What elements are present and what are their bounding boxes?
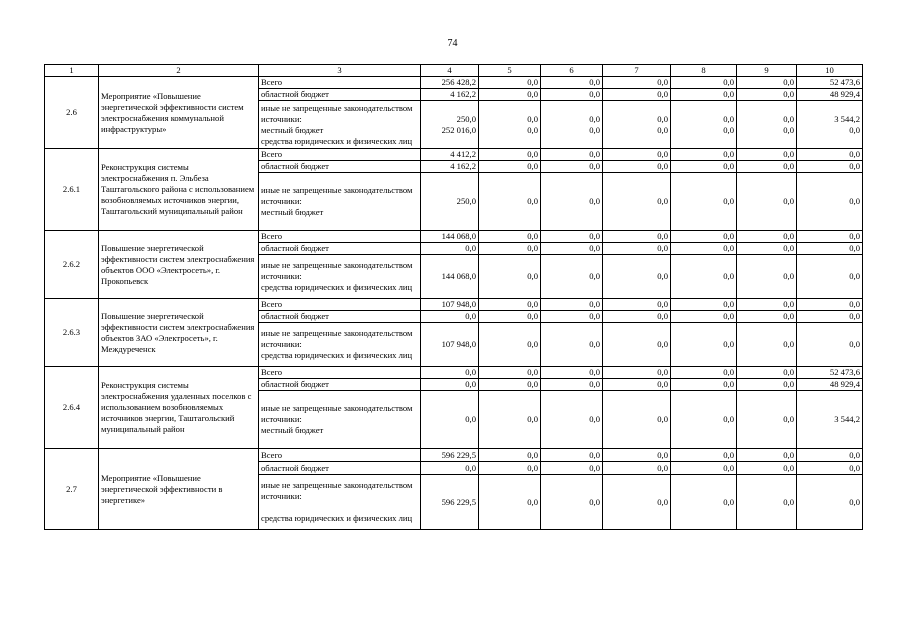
column-header: 4: [421, 65, 479, 77]
value-cell: 0,0: [603, 391, 671, 449]
value-cell: 0,0: [479, 391, 541, 449]
value-cell: 0,0: [541, 367, 603, 379]
value-cell: 0,0: [603, 367, 671, 379]
funding-source: иные не запрещенные законодательством источники: средства юридических и физических лиц: [259, 475, 421, 530]
value-cell: 0,0 0,0: [737, 101, 797, 149]
value-cell: 0,0: [541, 449, 603, 462]
value-cell: 4 162,2: [421, 89, 479, 101]
value-cell: 0,0: [603, 77, 671, 89]
value-cell: 0,0: [421, 391, 479, 449]
value-cell: 0,0: [797, 243, 863, 255]
value-cell: 0,0: [671, 255, 737, 299]
column-header: 8: [671, 65, 737, 77]
value-cell: 0,0: [797, 173, 863, 231]
value-cell: 144 068,0: [421, 255, 479, 299]
table-row: [45, 449, 863, 462]
value-cell: 596 229,5: [421, 475, 479, 530]
section-name: Повышение энергетической эффективности систем электроснабжения объектов ООО «Электросеть», г. Прокопьевск: [99, 231, 259, 299]
value-cell: 0,0: [603, 173, 671, 231]
value-cell: 250,0: [421, 173, 479, 231]
value-cell: 0,0 0,0: [479, 101, 541, 149]
value-cell: 0,0: [541, 475, 603, 530]
value-cell: 0,0: [737, 77, 797, 89]
value-cell: 0,0: [671, 299, 737, 311]
value-cell: 0,0: [671, 367, 737, 379]
value-cell: 0,0: [479, 299, 541, 311]
column-header: 7: [603, 65, 671, 77]
value-cell: 0,0: [671, 173, 737, 231]
column-header: 1: [45, 65, 99, 77]
value-cell: 0,0: [479, 367, 541, 379]
value-cell: 0,0: [479, 243, 541, 255]
table-row: [45, 231, 863, 243]
value-cell: 0,0: [541, 77, 603, 89]
value-cell: 0,0: [737, 475, 797, 530]
value-cell: 0,0: [479, 77, 541, 89]
section-code: 2.6.3: [45, 299, 99, 367]
funding-source: иные не запрещенные законодательством источники: средства юридических и физических лиц: [259, 255, 421, 299]
table-body: [45, 77, 863, 530]
value-cell: 0,0: [541, 161, 603, 173]
table-row: [45, 77, 863, 89]
section-code: 2.6.4: [45, 367, 99, 449]
funding-source: областной бюджет: [259, 161, 421, 173]
value-cell: 3 544,2: [797, 391, 863, 449]
value-cell: 0,0: [541, 323, 603, 367]
value-cell: 3 544,2 0,0: [797, 101, 863, 149]
value-cell: 4 162,2: [421, 161, 479, 173]
funding-source: иные не запрещенные законодательством источники: местный бюджет средства юридических и физических лиц: [259, 101, 421, 149]
value-cell: 0,0: [737, 391, 797, 449]
funding-source: иные не запрещенные законодательством источники: местный бюджет: [259, 173, 421, 231]
value-cell: 0,0: [737, 299, 797, 311]
value-cell: 0,0: [541, 311, 603, 323]
value-cell: 0,0: [479, 89, 541, 101]
table-row: [45, 149, 863, 161]
value-cell: 0,0: [603, 379, 671, 391]
value-cell: 0,0: [671, 243, 737, 255]
value-cell: 0,0: [479, 475, 541, 530]
value-cell: 0,0: [541, 243, 603, 255]
funding-source: областной бюджет: [259, 462, 421, 475]
funding-source: Всего: [259, 449, 421, 462]
value-cell: 0,0: [737, 255, 797, 299]
value-cell: 0,0: [797, 462, 863, 475]
value-cell: 0,0 0,0: [541, 101, 603, 149]
value-cell: 0,0: [479, 379, 541, 391]
value-cell: 0,0: [479, 231, 541, 243]
value-cell: 0,0: [797, 161, 863, 173]
value-cell: 0,0: [797, 231, 863, 243]
value-cell: 0,0: [737, 89, 797, 101]
value-cell: 0,0: [603, 149, 671, 161]
value-cell: 0,0: [541, 391, 603, 449]
value-cell: 0,0: [737, 367, 797, 379]
value-cell: 0,0: [797, 255, 863, 299]
value-cell: 0,0: [737, 449, 797, 462]
value-cell: 0,0: [479, 149, 541, 161]
section-code: 2.6: [45, 77, 99, 149]
header-row: [45, 65, 863, 77]
value-cell: 0,0: [737, 161, 797, 173]
value-cell: 0,0: [541, 231, 603, 243]
value-cell: 0,0: [479, 255, 541, 299]
funding-source: Всего: [259, 77, 421, 89]
budget-table: [44, 64, 863, 530]
value-cell: 0,0: [603, 462, 671, 475]
value-cell: 0,0: [797, 449, 863, 462]
value-cell: 0,0: [603, 255, 671, 299]
value-cell: 0,0: [603, 475, 671, 530]
section-code: 2.7: [45, 449, 99, 530]
value-cell: 0,0: [421, 462, 479, 475]
section-name: Реконструкция системы электроснабжения п. Эльбеза Таштагольского района с использованием возобновляемых источников энергии, Таштагольский муниципальный район: [99, 149, 259, 231]
table-row: [45, 299, 863, 311]
value-cell: 0,0: [671, 311, 737, 323]
value-cell: 0,0: [797, 311, 863, 323]
value-cell: 0,0: [671, 149, 737, 161]
column-header: 2: [99, 65, 259, 77]
value-cell: 0,0: [671, 449, 737, 462]
value-cell: 0,0: [603, 299, 671, 311]
value-cell: 0,0: [541, 149, 603, 161]
value-cell: 0,0: [671, 77, 737, 89]
value-cell: 0,0: [671, 161, 737, 173]
value-cell: 0,0: [797, 475, 863, 530]
value-cell: 0,0: [541, 173, 603, 231]
value-cell: 0,0: [737, 243, 797, 255]
value-cell: 0,0: [421, 243, 479, 255]
value-cell: 0,0: [541, 89, 603, 101]
value-cell: 0,0: [603, 89, 671, 101]
section-code: 2.6.1: [45, 149, 99, 231]
value-cell: 52 473,6: [797, 77, 863, 89]
value-cell: 0,0: [797, 149, 863, 161]
value-cell: 0,0: [737, 231, 797, 243]
value-cell: 0,0: [603, 323, 671, 367]
column-header: 9: [737, 65, 797, 77]
value-cell: 0,0: [671, 379, 737, 391]
page-number: 74: [447, 38, 458, 49]
funding-source: Всего: [259, 149, 421, 161]
value-cell: 0,0: [541, 379, 603, 391]
value-cell: 0,0: [479, 449, 541, 462]
value-cell: 0,0: [671, 462, 737, 475]
value-cell: 0,0: [671, 475, 737, 530]
value-cell: 250,0 252 016,0: [421, 101, 479, 149]
value-cell: 52 473,6: [797, 367, 863, 379]
value-cell: 0,0: [421, 379, 479, 391]
value-cell: 0,0: [603, 311, 671, 323]
value-cell: 0,0: [797, 323, 863, 367]
value-cell: 0,0: [479, 311, 541, 323]
value-cell: 0,0: [479, 462, 541, 475]
section-name: Реконструкция системы электроснабжения удаленных поселков с использованием возобновляемых источников энергии, Таштагольский муниципальный район: [99, 367, 259, 449]
value-cell: 0,0: [541, 299, 603, 311]
funding-source: областной бюджет: [259, 311, 421, 323]
value-cell: 0,0 0,0: [671, 101, 737, 149]
funding-source: иные не запрещенные законодательством источники: местный бюджет: [259, 391, 421, 449]
column-header: 6: [541, 65, 603, 77]
column-header: 5: [479, 65, 541, 77]
value-cell: 0,0: [737, 379, 797, 391]
value-cell: 107 948,0: [421, 323, 479, 367]
value-cell: 0,0: [541, 255, 603, 299]
value-cell: 0,0: [737, 311, 797, 323]
value-cell: 0,0: [737, 462, 797, 475]
value-cell: 0,0: [541, 462, 603, 475]
value-cell: 256 428,2: [421, 77, 479, 89]
value-cell: 0,0: [671, 323, 737, 367]
value-cell: 0,0: [603, 243, 671, 255]
value-cell: 0,0: [737, 149, 797, 161]
column-header: 10: [797, 65, 863, 77]
section-code: 2.6.2: [45, 231, 99, 299]
section-name: Мероприятие «Повышение энергетической эффективности систем электроснабжения коммунальной инфраструктуры»: [99, 77, 259, 149]
value-cell: 107 948,0: [421, 299, 479, 311]
column-header: 3: [259, 65, 421, 77]
value-cell: 0,0: [671, 231, 737, 243]
section-name: Повышение энергетической эффективности систем электроснабжения объектов ЗАО «Электросеть», г. Междуреченск: [99, 299, 259, 367]
funding-source: Всего: [259, 299, 421, 311]
value-cell: 0,0: [479, 323, 541, 367]
value-cell: 0,0: [671, 391, 737, 449]
funding-source: иные не запрещенные законодательством источники: средства юридических и физических лиц: [259, 323, 421, 367]
funding-source: Всего: [259, 231, 421, 243]
value-cell: 0,0 0,0: [603, 101, 671, 149]
funding-source: областной бюджет: [259, 243, 421, 255]
value-cell: 0,0: [603, 449, 671, 462]
value-cell: 0,0: [479, 173, 541, 231]
value-cell: 0,0: [421, 311, 479, 323]
value-cell: 0,0: [797, 299, 863, 311]
table-row: [45, 367, 863, 379]
value-cell: 48 929,4: [797, 379, 863, 391]
value-cell: 4 412,2: [421, 149, 479, 161]
funding-source: областной бюджет: [259, 89, 421, 101]
value-cell: 144 068,0: [421, 231, 479, 243]
section-name: Мероприятие «Повышение энергетической эффективности в энергетике»: [99, 449, 259, 530]
value-cell: 0,0: [421, 367, 479, 379]
value-cell: 596 229,5: [421, 449, 479, 462]
funding-source: областной бюджет: [259, 379, 421, 391]
value-cell: 0,0: [603, 161, 671, 173]
value-cell: 0,0: [603, 231, 671, 243]
value-cell: 0,0: [737, 323, 797, 367]
value-cell: 0,0: [671, 89, 737, 101]
value-cell: 0,0: [479, 161, 541, 173]
value-cell: 48 929,4: [797, 89, 863, 101]
value-cell: 0,0: [737, 173, 797, 231]
funding-source: Всего: [259, 367, 421, 379]
